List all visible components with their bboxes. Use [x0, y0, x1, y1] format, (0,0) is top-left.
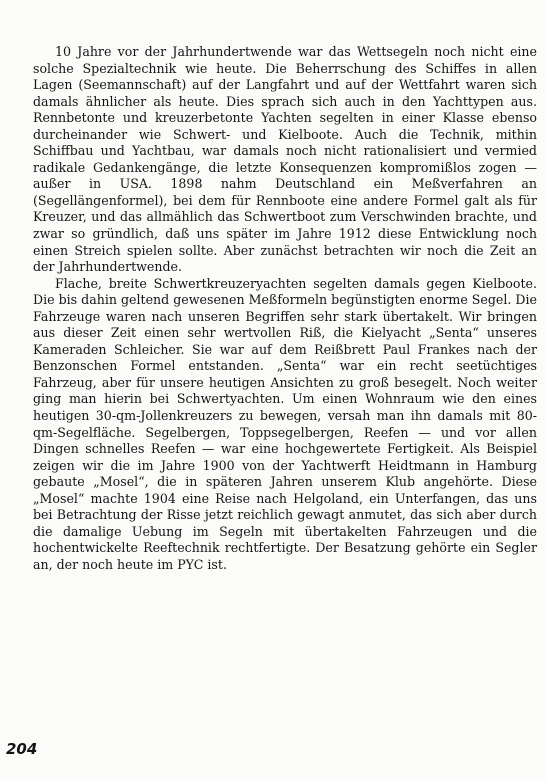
paragraph-1: 10 Jahre vor der Jahrhundertwende war das Wettsegeln noch nicht eine solche Spezialtechnik wie heute. Die Beherrschung des Schiffes in allen Lagen (Seemannschaft) auf der Langfahrt und auf der Wettfahrt waren sich damals ähnlicher als heute. Dies sprach sich auch in den Yachttypen aus. Rennbetonte und kreuzerbetonte Yachten segelten in einer Klasse ebenso durcheinander wie Schwert- und Kielboote. Auch die Technik, mithin Schiffbau und Yachtbau, war damals noch nicht rationalisiert und vermied radikale Gedankengänge, die letzte Konsequenzen kompromißlos zogen — außer in USA. 1898 nahm Deutschland ein Meßverfahren an (Segellängenformel), bei dem für Rennboote eine andere Formel galt als für Kreuzer, und das allmählich das Schwertboot zum Verschwinden brachte, und zwar so gründlich, daß uns später im Jahre 1912 diese Entwicklung noch einen Streich spielen sollte. Aber zunächst betrachten wir noch die Zeit an der Jahrhundertwende. — [33, 44, 537, 275]
page-number: 204 — [6, 740, 38, 758]
body-text — [33, 44, 537, 574]
paragraph-2: Flache, breite Schwertkreuzeryachten segelten damals gegen Kielboote. Die bis dahin geltend gewesenen Meßformeln begünstigten enorme Segel. Die Fahrzeuge waren nach unseren Begriffen sehr stark übertakelt. Wir bringen aus dieser Zeit einen sehr wertvollen Riß, die Kielyacht „Senta“ unseres Kameraden Schleicher. Sie war auf dem Reißbrett Paul Frankes nach der Benzonschen Formel entstanden. „Senta“ war ein recht seetüchtiges Fahrzeug, aber für unsere heutigen Ansichten zu groß besegelt. Noch weiter ging man hierin bei Schwertyachten. Um einen Wohnraum wie den eines heutigen 30-qm-Jollenkreuzers zu bewegen, versah man ihn damals mit 80-qm-Segelfläche. Segelbergen, Toppsegelbergen, Reefen — und vor allen Dingen schnelles Reefen — war eine hochgewertete Fertigkeit. Als Beispiel zeigen wir die im Jahre 1900 von der Yachtwerft Heidtmann in Hamburg gebaute „Mosel“, die in späteren Jahren unserem Klub angehörte. Diese „Mosel“ machte 1904 eine Reise nach Helgoland, ein Unterfangen, das uns bei Betrachtung der Risse jetzt reichlich gewagt anmutet, das sich aber durch die damalige Uebung im Segeln mit übertakelten Fahrzeugen und die hochentwickelte Reeftechnik rechtfertigte. Der Besatzung gehörte ein Segler an, der noch heute im PYC ist. — [33, 275, 537, 572]
